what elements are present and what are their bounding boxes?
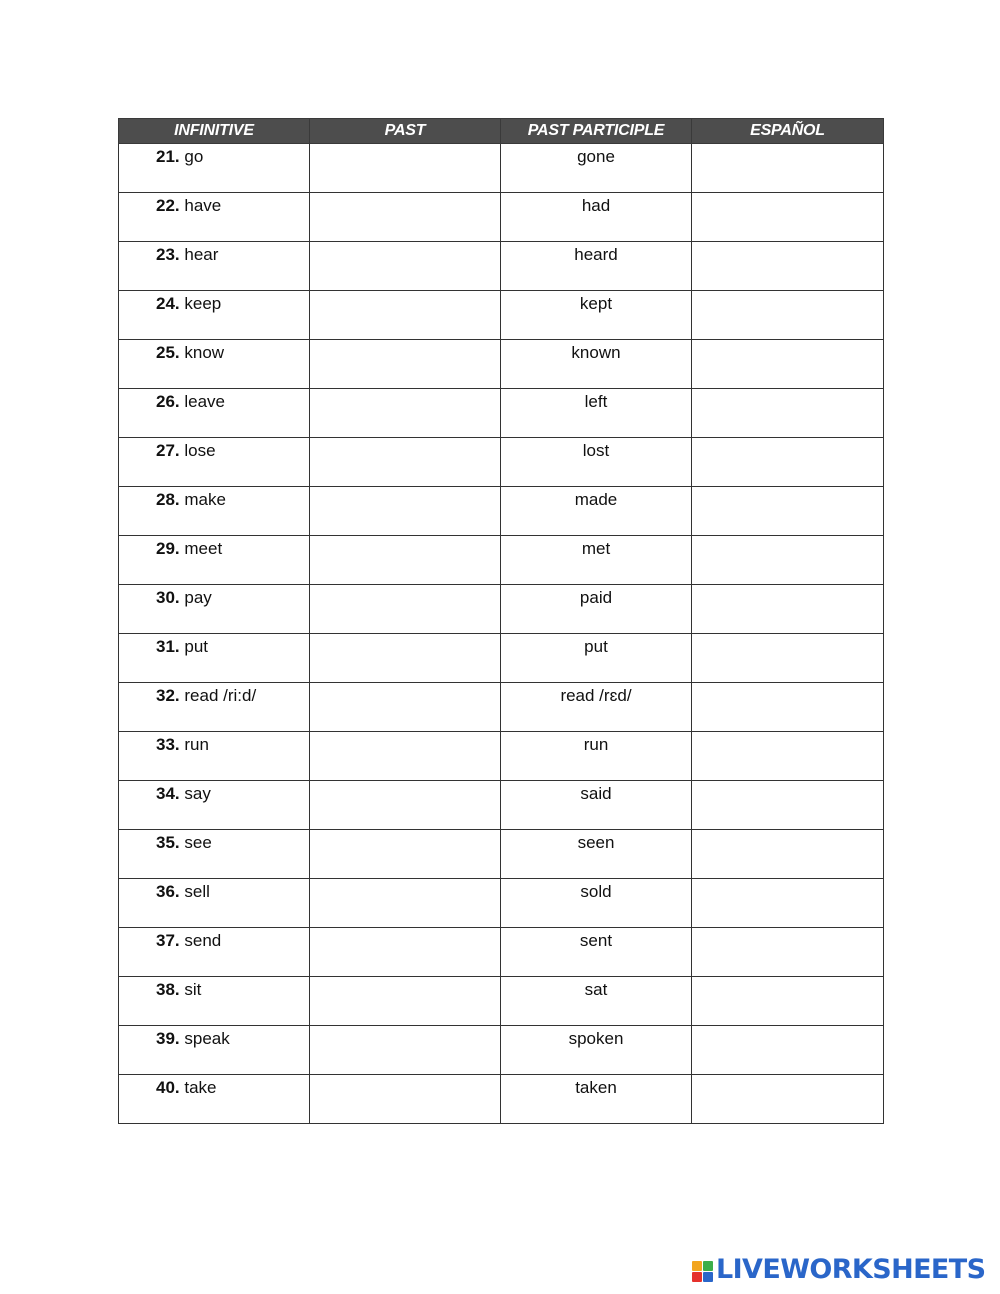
infinitive-cell — [119, 634, 310, 683]
past-participle-cell — [501, 438, 692, 487]
infinitive-verb: have — [184, 196, 222, 215]
past-participle-text: read /rɛd/ — [560, 686, 632, 705]
table-row — [119, 830, 884, 879]
past-answer-field[interactable] — [310, 1026, 500, 1074]
item-number: 22. — [156, 196, 180, 215]
espanol-answer-cell[interactable] — [692, 879, 884, 928]
espanol-answer-cell[interactable] — [692, 242, 884, 291]
table-row — [119, 1075, 884, 1124]
infinitive-verb: meet — [184, 539, 223, 558]
past-answer-field[interactable] — [310, 928, 500, 976]
table-row — [119, 781, 884, 830]
espanol-answer-cell[interactable] — [692, 438, 884, 487]
past-participle-cell — [501, 536, 692, 585]
past-answer-cell[interactable] — [310, 536, 501, 585]
item-number: 29. — [156, 539, 180, 558]
table-row — [119, 928, 884, 977]
item-number: 40. — [156, 1078, 180, 1097]
infinitive-cell — [119, 389, 310, 438]
infinitive-cell — [119, 487, 310, 536]
past-answer-cell[interactable] — [310, 193, 501, 242]
past-answer-field[interactable] — [310, 683, 500, 731]
past-participle-cell — [501, 732, 692, 781]
past-participle-cell — [501, 193, 692, 242]
item-number: 33. — [156, 735, 180, 754]
infinitive-verb: speak — [184, 1029, 230, 1048]
espanol-answer-field[interactable] — [692, 340, 883, 388]
past-participle-cell — [501, 340, 692, 389]
past-answer-cell[interactable] — [310, 830, 501, 879]
item-number: 39. — [156, 1029, 180, 1048]
infinitive-cell — [119, 977, 310, 1026]
past-answer-field[interactable] — [310, 242, 500, 290]
past-participle-text: run — [583, 735, 609, 754]
espanol-answer-field[interactable] — [692, 438, 883, 486]
logo-mark-square — [692, 1272, 702, 1282]
espanol-answer-field[interactable] — [692, 634, 883, 682]
past-participle-cell — [501, 291, 692, 340]
past-answer-field[interactable] — [310, 438, 500, 486]
espanol-answer-cell[interactable] — [692, 977, 884, 1026]
table-row — [119, 977, 884, 1026]
past-answer-cell[interactable] — [310, 781, 501, 830]
infinitive-verb: make — [184, 490, 226, 509]
espanol-answer-cell[interactable] — [692, 928, 884, 977]
table-row — [119, 291, 884, 340]
table-row — [119, 879, 884, 928]
infinitive-cell — [119, 732, 310, 781]
past-answer-cell[interactable] — [310, 487, 501, 536]
espanol-answer-cell[interactable] — [692, 830, 884, 879]
logo-mark-square — [703, 1261, 713, 1271]
infinitive-verb: run — [184, 735, 209, 754]
espanol-answer-field[interactable] — [692, 389, 883, 437]
item-number: 24. — [156, 294, 180, 313]
header-infinitive: INFINITIVE — [119, 119, 310, 144]
espanol-answer-field[interactable] — [692, 879, 883, 927]
espanol-answer-field[interactable] — [692, 683, 883, 731]
table-header-row — [119, 119, 884, 144]
past-answer-cell[interactable] — [310, 438, 501, 487]
liveworksheets-logo — [692, 1255, 985, 1285]
past-participle-cell — [501, 830, 692, 879]
infinitive-verb: leave — [184, 392, 226, 411]
logo-wordmark: LIVEWORKSHEETS — [716, 1254, 986, 1285]
past-participle-text: known — [571, 343, 621, 362]
past-participle-cell — [501, 928, 692, 977]
infinitive-cell — [119, 144, 310, 193]
past-answer-cell[interactable] — [310, 389, 501, 438]
past-answer-field[interactable] — [310, 781, 500, 829]
past-participle-text: lost — [582, 441, 610, 460]
past-answer-cell[interactable] — [310, 144, 501, 193]
espanol-answer-field[interactable] — [692, 291, 883, 339]
header-past: PAST — [310, 119, 501, 144]
item-number: 28. — [156, 490, 180, 509]
item-number: 34. — [156, 784, 180, 803]
past-participle-text: seen — [577, 833, 615, 852]
infinitive-cell — [119, 928, 310, 977]
espanol-answer-field[interactable] — [692, 193, 883, 241]
past-answer-cell[interactable] — [310, 879, 501, 928]
espanol-answer-cell[interactable] — [692, 340, 884, 389]
logo-mark-square — [703, 1272, 713, 1282]
past-answer-cell[interactable] — [310, 732, 501, 781]
infinitive-verb: keep — [184, 294, 222, 313]
irregular-verbs-table — [118, 118, 884, 1124]
infinitive-verb: go — [184, 147, 204, 166]
table-row — [119, 683, 884, 732]
espanol-answer-field[interactable] — [692, 1075, 883, 1123]
espanol-answer-field[interactable] — [692, 928, 883, 976]
item-number: 31. — [156, 637, 180, 656]
espanol-answer-cell[interactable] — [692, 144, 884, 193]
table-row — [119, 340, 884, 389]
espanol-answer-field[interactable] — [692, 144, 883, 192]
logo-mark-square — [692, 1261, 702, 1271]
infinitive-verb: know — [184, 343, 225, 362]
infinitive-cell — [119, 879, 310, 928]
infinitive-verb: sit — [184, 980, 202, 999]
past-participle-text: gone — [577, 147, 615, 166]
espanol-answer-cell[interactable] — [692, 536, 884, 585]
past-participle-text: put — [584, 637, 608, 656]
past-participle-cell — [501, 585, 692, 634]
past-participle-text: spoken — [568, 1029, 624, 1048]
espanol-answer-cell[interactable] — [692, 781, 884, 830]
past-answer-field[interactable] — [310, 340, 500, 388]
header-past-participle: PAST PARTICIPLE — [501, 119, 692, 144]
table-row — [119, 487, 884, 536]
past-answer-field[interactable] — [310, 879, 500, 927]
espanol-answer-cell[interactable] — [692, 1026, 884, 1075]
past-participle-text: heard — [574, 245, 618, 264]
infinitive-cell — [119, 1026, 310, 1075]
infinitive-verb: say — [184, 784, 211, 803]
past-answer-cell[interactable] — [310, 1026, 501, 1075]
past-answer-field[interactable] — [310, 977, 500, 1025]
item-number: 27. — [156, 441, 180, 460]
infinitive-cell — [119, 830, 310, 879]
past-answer-cell[interactable] — [310, 683, 501, 732]
espanol-answer-cell[interactable] — [692, 683, 884, 732]
infinitive-cell — [119, 1075, 310, 1124]
table-row — [119, 732, 884, 781]
past-answer-cell[interactable] — [310, 242, 501, 291]
infinitive-verb: hear — [184, 245, 219, 264]
infinitive-verb: send — [184, 931, 222, 950]
item-number: 30. — [156, 588, 180, 607]
infinitive-cell — [119, 585, 310, 634]
past-answer-field[interactable] — [310, 193, 500, 241]
infinitive-verb: read /ri:d/ — [184, 686, 257, 705]
item-number: 23. — [156, 245, 180, 264]
past-answer-cell[interactable] — [310, 634, 501, 683]
past-answer-field[interactable] — [310, 487, 500, 535]
past-participle-cell — [501, 1075, 692, 1124]
past-answer-cell[interactable] — [310, 291, 501, 340]
espanol-answer-field[interactable] — [692, 977, 883, 1025]
espanol-answer-field[interactable] — [692, 487, 883, 535]
item-number: 26. — [156, 392, 180, 411]
past-participle-text: sent — [579, 931, 613, 950]
espanol-answer-cell[interactable] — [692, 634, 884, 683]
past-participle-cell — [501, 144, 692, 193]
espanol-answer-cell[interactable] — [692, 585, 884, 634]
past-answer-field[interactable] — [310, 634, 500, 682]
espanol-answer-field[interactable] — [692, 732, 883, 780]
espanol-answer-cell[interactable] — [692, 291, 884, 340]
infinitive-cell — [119, 193, 310, 242]
table-row — [119, 585, 884, 634]
espanol-answer-field[interactable] — [692, 830, 883, 878]
infinitive-verb: take — [184, 1078, 217, 1097]
past-participle-text: met — [581, 539, 611, 558]
espanol-answer-cell[interactable] — [692, 732, 884, 781]
espanol-answer-cell[interactable] — [692, 193, 884, 242]
table-row — [119, 242, 884, 291]
infinitive-cell — [119, 438, 310, 487]
liveworksheets-mark-icon — [692, 1261, 713, 1282]
table-row — [119, 144, 884, 193]
infinitive-verb: lose — [184, 441, 216, 460]
past-answer-cell[interactable] — [310, 585, 501, 634]
espanol-answer-cell[interactable] — [692, 1075, 884, 1124]
infinitive-verb: put — [184, 637, 209, 656]
past-answer-field[interactable] — [310, 144, 500, 192]
table-row — [119, 1026, 884, 1075]
espanol-answer-field[interactable] — [692, 781, 883, 829]
infinitive-verb: pay — [184, 588, 212, 607]
infinitive-cell — [119, 340, 310, 389]
infinitive-cell — [119, 781, 310, 830]
past-participle-cell — [501, 242, 692, 291]
infinitive-cell — [119, 683, 310, 732]
past-participle-cell — [501, 634, 692, 683]
past-participle-text: left — [584, 392, 608, 411]
past-answer-field[interactable] — [310, 291, 500, 339]
past-answer-cell[interactable] — [310, 1075, 501, 1124]
table-row — [119, 389, 884, 438]
item-number: 38. — [156, 980, 180, 999]
espanol-answer-field[interactable] — [692, 242, 883, 290]
espanol-answer-field[interactable] — [692, 536, 883, 584]
item-number: 35. — [156, 833, 180, 852]
past-participle-cell — [501, 977, 692, 1026]
infinitive-cell — [119, 291, 310, 340]
item-number: 25. — [156, 343, 180, 362]
verb-rows — [119, 144, 884, 1124]
past-participle-text: paid — [579, 588, 613, 607]
table-row — [119, 634, 884, 683]
past-participle-cell — [501, 389, 692, 438]
infinitive-verb: sell — [184, 882, 210, 901]
espanol-answer-cell[interactable] — [692, 389, 884, 438]
item-number: 37. — [156, 931, 180, 950]
item-number: 32. — [156, 686, 180, 705]
table-row — [119, 536, 884, 585]
past-answer-field[interactable] — [310, 536, 500, 584]
past-participle-cell — [501, 683, 692, 732]
past-answer-field[interactable] — [310, 389, 500, 437]
past-participle-cell — [501, 781, 692, 830]
past-participle-text: sold — [580, 882, 612, 901]
past-participle-cell — [501, 487, 692, 536]
header-espanol: ESPAÑOL — [692, 119, 884, 144]
past-answer-field[interactable] — [310, 830, 500, 878]
past-answer-cell[interactable] — [310, 340, 501, 389]
past-answer-cell[interactable] — [310, 928, 501, 977]
past-answer-cell[interactable] — [310, 977, 501, 1026]
past-participle-text: made — [574, 490, 618, 509]
table-row — [119, 438, 884, 487]
espanol-answer-cell[interactable] — [692, 487, 884, 536]
item-number: 21. — [156, 147, 180, 166]
infinitive-verb: see — [184, 833, 212, 852]
espanol-answer-field[interactable] — [692, 1026, 883, 1074]
espanol-answer-field[interactable] — [692, 585, 883, 633]
past-participle-text: had — [581, 196, 611, 215]
infinitive-cell — [119, 242, 310, 291]
past-participle-text: taken — [575, 1078, 617, 1097]
past-answer-field[interactable] — [310, 1075, 500, 1123]
infinitive-cell — [119, 536, 310, 585]
past-participle-cell — [501, 879, 692, 928]
table-row — [119, 193, 884, 242]
past-participle-text: said — [580, 784, 612, 803]
past-answer-field[interactable] — [310, 585, 500, 633]
past-participle-text: sat — [584, 980, 608, 999]
item-number: 36. — [156, 882, 180, 901]
past-participle-cell — [501, 1026, 692, 1075]
past-participle-text: kept — [579, 294, 613, 313]
past-answer-field[interactable] — [310, 732, 500, 780]
